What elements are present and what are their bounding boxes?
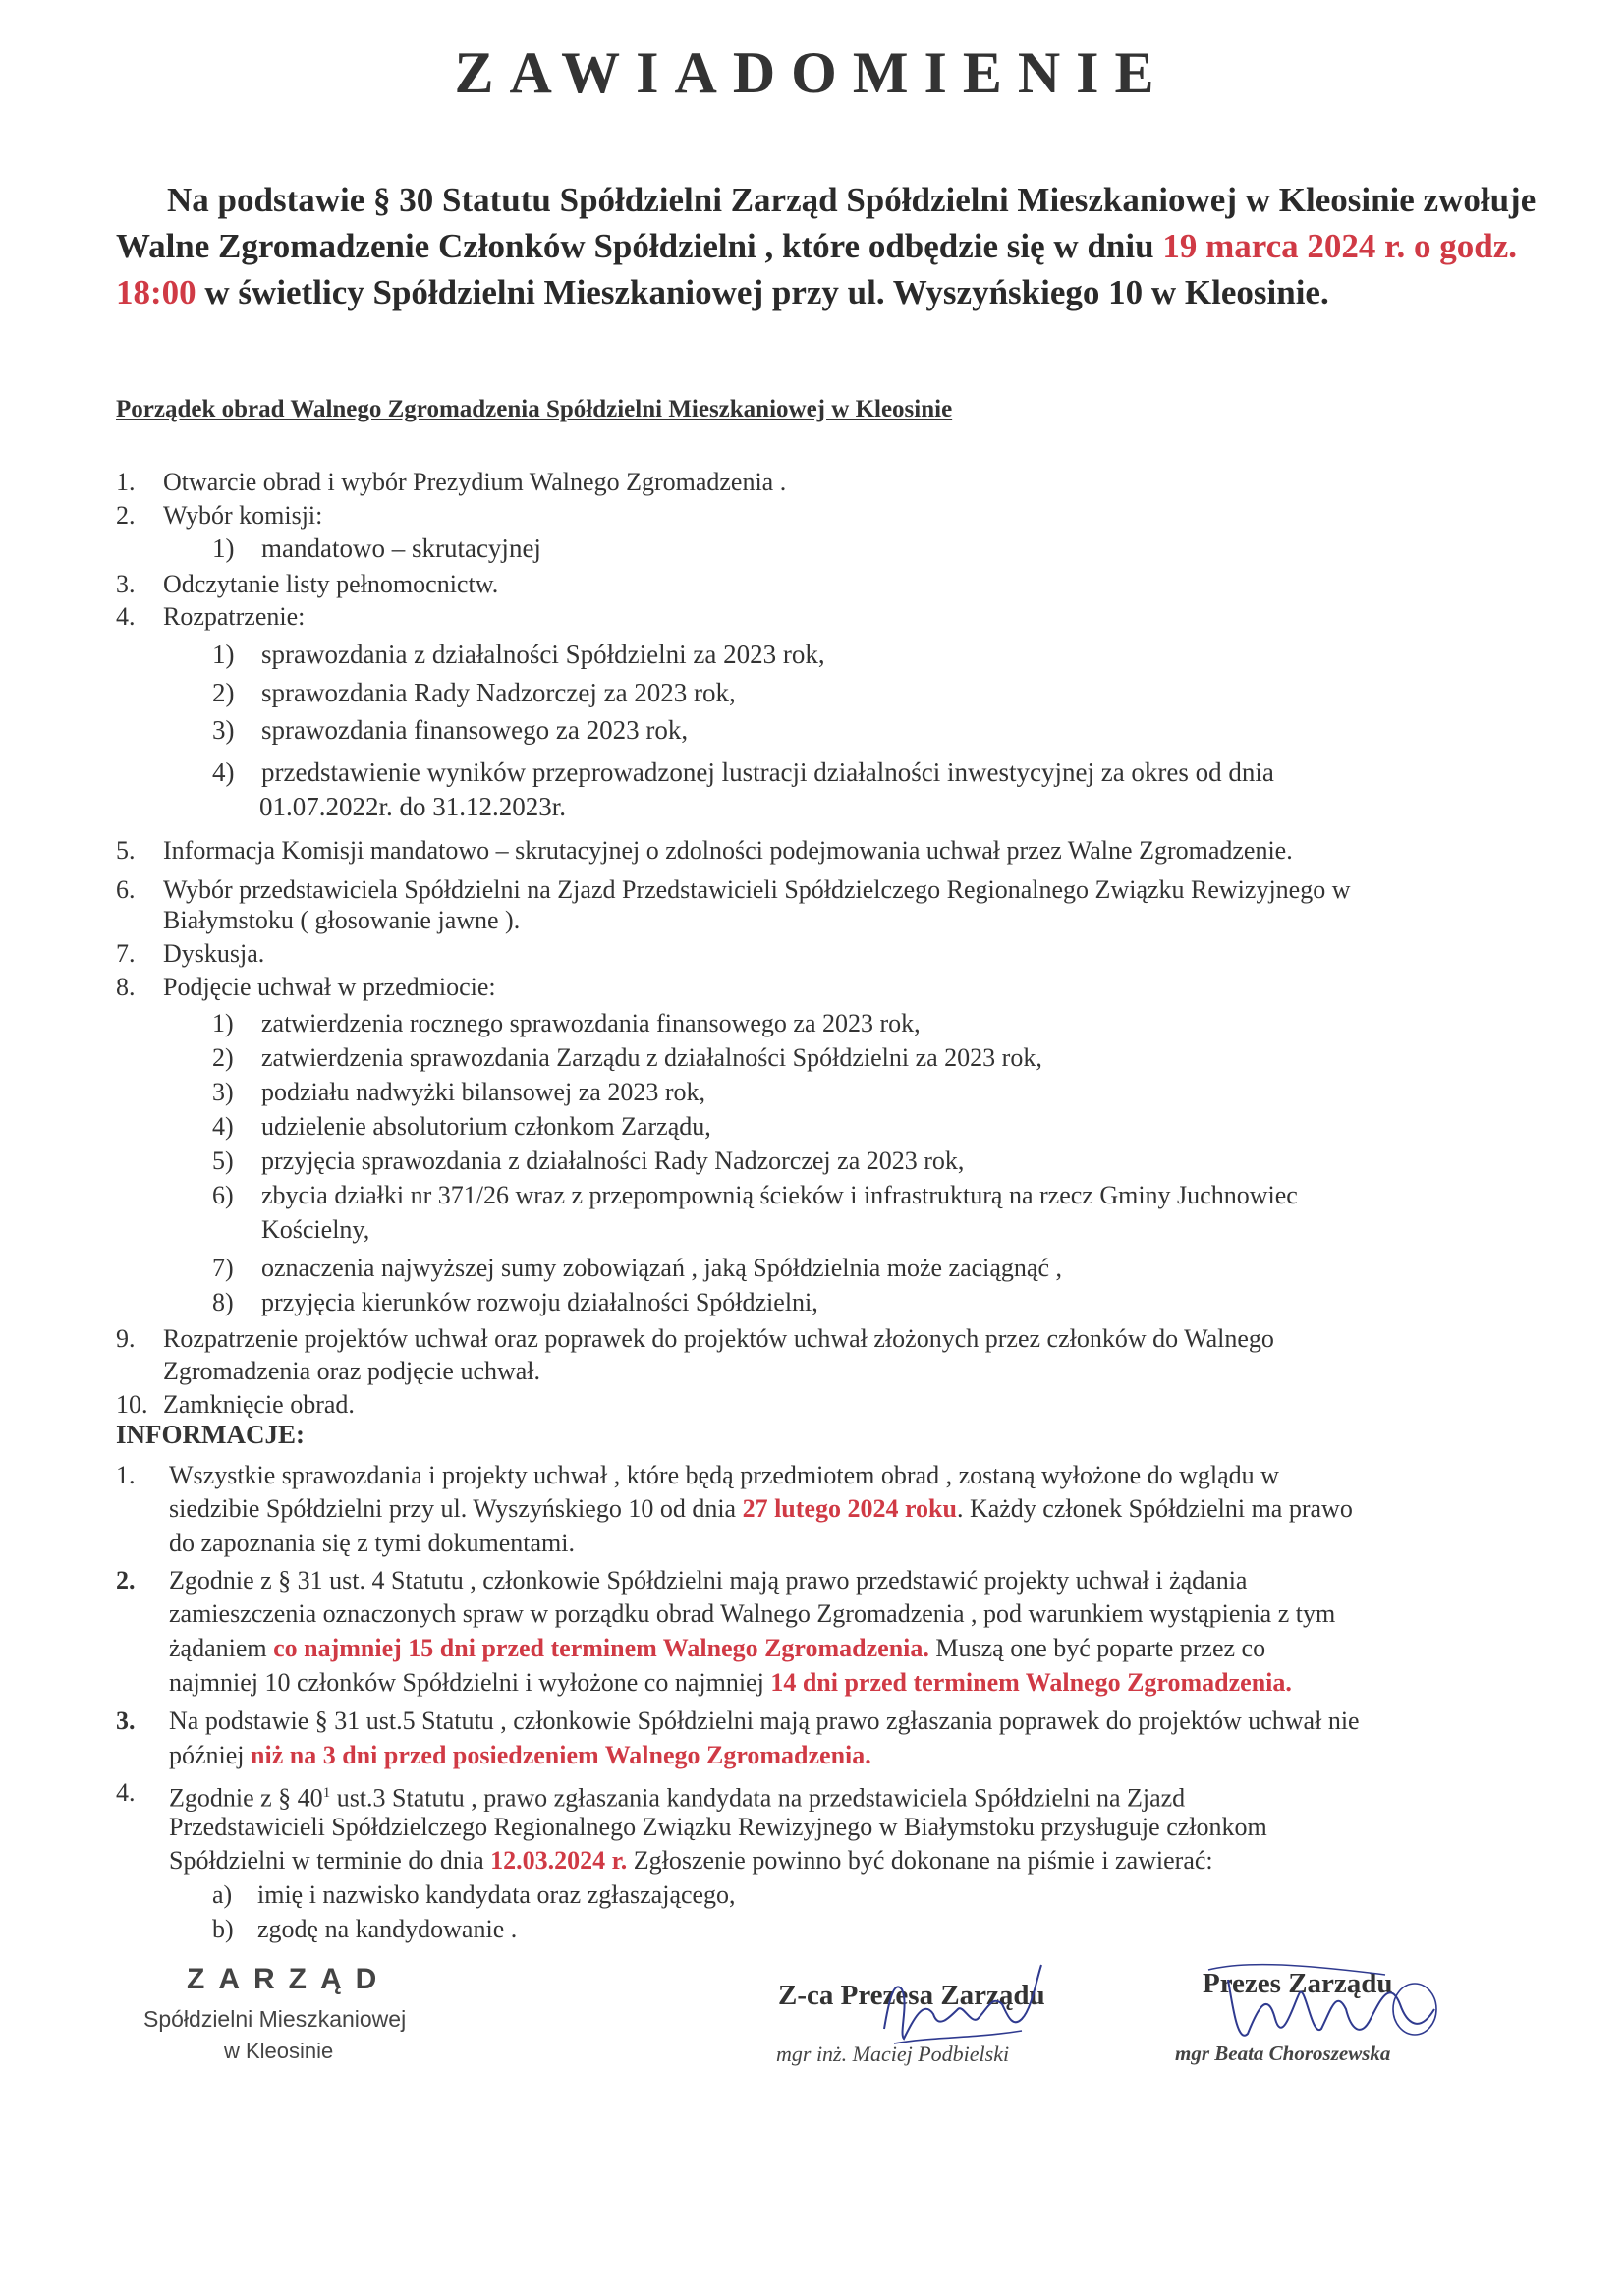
signature-role: Prezes Zarządu	[1203, 1968, 1393, 1999]
agenda-item: 6. Wybór przedstawiciela Spółdzielni na Zjazd Przedstawicieli Spółdzielczego Regionalnego Związku Rewizyjnego w	[116, 875, 1351, 904]
agenda-subitem: 2) sprawozdania Rady Nadzorczej za 2023 rok,	[212, 678, 736, 707]
agenda-item: 2. Wybór komisji:	[116, 501, 323, 530]
info-highlight: niż na 3 dni przed posiedzeniem Walnego Zgromadzenia.	[251, 1741, 871, 1769]
agenda-subitem: 6) zbycia działki nr 371/26 wraz z przepompownią ścieków i infrastrukturą na rzecz Gminy Juchnowiec	[212, 1181, 1298, 1209]
agenda-subitem-cont: 01.07.2022r. do 31.12.2023r.	[259, 792, 567, 821]
info-item-cont: Przedstawicieli Spółdzielczego Regionalnego Związku Rewizyjnego w Białymstoku przysługuje członkom	[169, 1813, 1267, 1841]
agenda-title: Porządek obrad Walnego Zgromadzenia Spółdzielni Mieszkaniowej w Kleosinie	[116, 396, 953, 422]
info-item: 4. Zgodnie z § $40^1$ ust.3 Statutu , prawo zgłaszania kandydata na przedstawiciela Spółdzielni na Zjazd	[116, 1778, 1186, 1813]
agenda-subitem: 3) podziału nadwyżki bilansowej za 2023 rok,	[212, 1078, 705, 1106]
agenda-item-cont: Zgromadzenia oraz podjęcie uchwał.	[163, 1357, 541, 1385]
agenda-item: 10. Zamknięcie obrad.	[116, 1390, 355, 1419]
agenda-subitem: 4) udzielenie absolutorium członkom Zarządu,	[212, 1112, 711, 1141]
info-item-cont: później niż na 3 dni przed posiedzeniem Walnego Zgromadzenia.	[169, 1741, 871, 1769]
agenda-subitem: 4) przedstawienie wyników przeprowadzonej lustracji działalności inwestycyjnej za okres od dnia	[212, 757, 1274, 787]
agenda-item: 7. Dyskusja.	[116, 939, 265, 968]
document-title: ZAWIADOMIENIE	[454, 40, 1170, 105]
agenda-item: 1. Otwarcie obrad i wybór Prezydium Walnego Zgromadzenia .	[116, 468, 787, 496]
agenda-item: 3. Odczytanie listy pełnomocnictw.	[116, 570, 499, 598]
agenda-subitem: 7) oznaczenia najwyższej sumy zobowiązań , jaką Spółdzielnia może zaciągnąć ,	[212, 1254, 1063, 1282]
info-item-cont: siedzibie Spółdzielni przy ul. Wyszyńskiego 10 od dnia 27 lutego 2024 roku. Każdy członek Spółdzielni ma prawo	[169, 1494, 1353, 1523]
agenda-subitem-cont: Kościelny,	[261, 1215, 370, 1244]
info-item-cont: Spółdzielni w terminie do dnia 12.03.2024 r. Zgłoszenie powinno być dokonane na piśmie i zawierać:	[169, 1846, 1213, 1875]
stamp-title: ZARZĄD	[187, 1963, 391, 1995]
information-heading: INFORMACJE:	[116, 1420, 305, 1449]
agenda-item: 9. Rozpatrzenie projektów uchwał oraz poprawek do projektów uchwał złożonych przez członków do Walnego	[116, 1324, 1274, 1353]
agenda-subitem: 3) sprawozdania finansowego za 2023 rok,	[212, 715, 689, 745]
info-item-cont: do zapoznania się z tymi dokumentami.	[169, 1529, 575, 1557]
info-highlight: 12.03.2024 r.	[490, 1846, 628, 1875]
stamp-line: Spółdzielni Mieszkaniowej	[143, 2006, 407, 2032]
agenda-subitem: 1) zatwierdzenia rocznego sprawozdania finansowego za 2023 rok,	[212, 1009, 921, 1037]
meeting-date: 19 marca 2024 r. o godz. 18:00	[116, 227, 1518, 311]
signature-name: mgr inż. Maciej Podbielski	[776, 2042, 1010, 2066]
info-highlight: 14 dni przed terminem Walnego Zgromadzenia.	[770, 1668, 1292, 1697]
info-item: 3. Na podstawie § 31 ust.5 Statutu , członkowie Spółdzielni mają prawo zgłaszania poprawek do projektów uchwał nie	[116, 1707, 1360, 1735]
info-subitem: a) imię i nazwisko kandydata oraz zgłaszającego,	[212, 1880, 736, 1909]
intro-paragraph: Na podstawie § 30 Statutu Spółdzielni Zarząd Spółdzielni Mieszkaniowej w Kleosinie zwołuje Walne Zgromadzenie Członków Spółdzielni , które odbędzie się w dniu 19 marca 2024 r. o godz. 18:00 w świetlicy Spółdzielni Mieszkaniowej przy ul. Wyszyńskiego 10 w Kleosinie.	[116, 181, 1537, 311]
agenda-subitem: 5) przyjęcia sprawozdania z działalności Rady Nadzorczej za 2023 rok,	[212, 1147, 965, 1175]
agenda-subitem: 2) zatwierdzenia sprawozdania Zarządu z działalności Spółdzielni za 2023 rok,	[212, 1043, 1042, 1072]
agenda-item-cont: Białymstoku ( głosowanie jawne ).	[163, 906, 521, 934]
stamp-line: w Kleosinie	[224, 2039, 334, 2063]
handwritten-signature-icon	[1189, 1950, 1454, 2068]
info-item: 2. Zgodnie z § 31 ust. 4 Statutu , członkowie Spółdzielni mają prawo przedstawić projekty uchwał i żądania	[116, 1566, 1248, 1595]
info-subitem: b) zgodę na kandydowanie .	[212, 1915, 518, 1943]
agenda-item: 5. Informacja Komisji mandatowo – skrutacyjnej o zdolności podejmowania uchwał przez Walne Zgromadzenie.	[116, 836, 1293, 865]
info-item-cont: najmniej 10 członków Spółdzielni i wyłożone co najmniej 14 dni przed terminem Walnego Zgromadzenia.	[169, 1668, 1292, 1697]
agenda-subitem: 1) mandatowo – skrutacyjnej	[212, 533, 541, 563]
info-item-cont: zamieszczenia oznaczonych spraw w porządku obrad Walnego Zgromadzenia , pod warunkiem wystąpienia z tym	[169, 1599, 1336, 1628]
info-item-cont: żądaniem co najmniej 15 dni przed terminem Walnego Zgromadzenia. Muszą one być poparte przez co	[169, 1634, 1266, 1662]
agenda-item: 8. Podjęcie uchwał w przedmiocie:	[116, 973, 496, 1001]
agenda-item: 4. Rozpatrzenie:	[116, 602, 306, 631]
handwritten-signature-icon	[855, 1960, 1071, 2068]
info-highlight: 27 lutego 2024 roku	[742, 1494, 957, 1523]
signature-role: Z-ca Prezesa Zarządu	[778, 1980, 1045, 2011]
signature-name: mgr Beata Choroszewska	[1175, 2042, 1391, 2065]
info-highlight: co najmniej 15 dni przed terminem Walnego Zgromadzenia.	[273, 1634, 929, 1662]
agenda-subitem: 1) sprawozdania z działalności Spółdzielni za 2023 rok,	[212, 640, 825, 669]
agenda-subitem: 8) przyjęcia kierunków rozwoju działalności Spółdzielni,	[212, 1288, 818, 1316]
info-item: 1. Wszystkie sprawozdania i projekty uchwał , które będą przedmiotem obrad , zostaną wyłożone do wglądu w	[116, 1461, 1279, 1489]
